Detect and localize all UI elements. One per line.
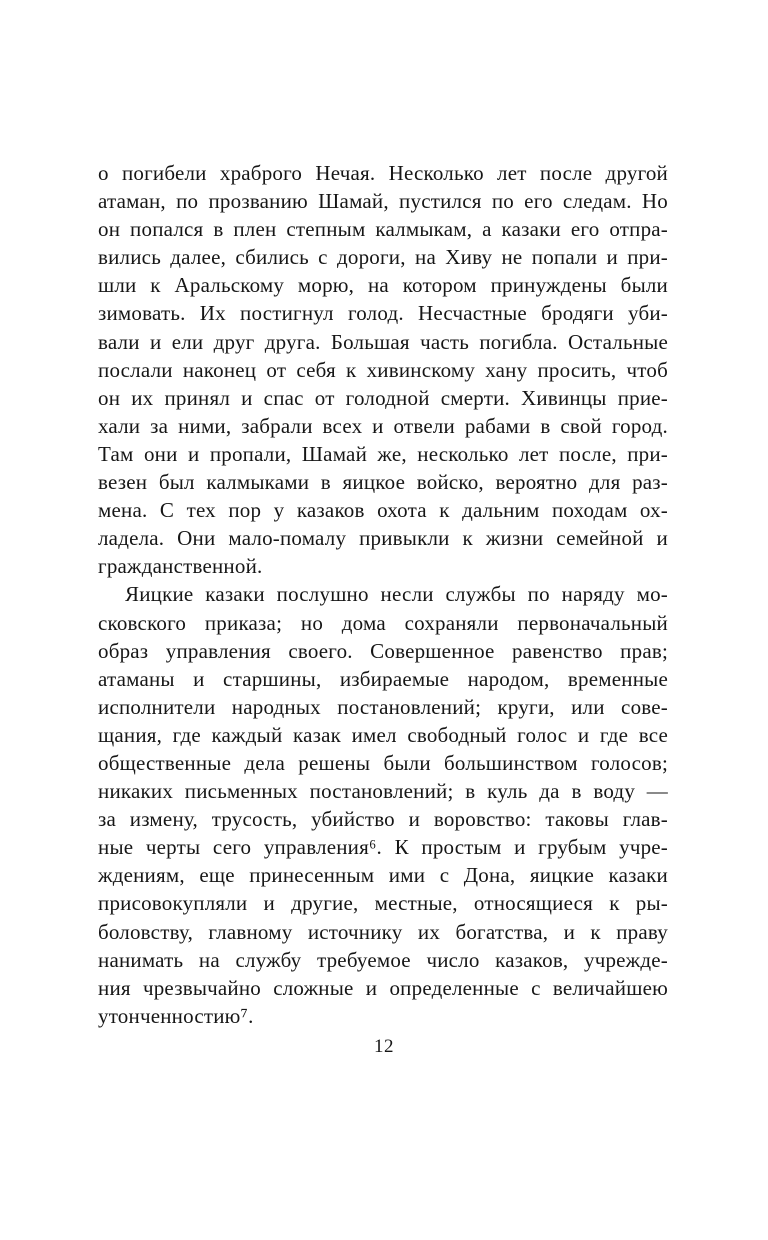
text-line: щания, где каждый казак имел свободный голос и где все xyxy=(98,722,668,747)
text-line: нанимать на службу требуемое число казаков, учрежде- xyxy=(98,947,668,972)
text-line: везен был калмыками в яицкое войско, вероятно для раз- xyxy=(98,470,668,495)
text-line: шли к Аральскому морю, на котором принуждены были xyxy=(98,273,668,298)
text-line: ждениям, еще принесенным ими с Дона, яицкие казаки xyxy=(98,863,668,888)
text-line: ные черты сего управления⁶. К простым и грубым учре- xyxy=(98,835,668,860)
text-line: образ управления своего. Совершенное равенство прав; xyxy=(98,638,668,663)
text-line: он их принял и спас от голодной смерти. Хивинцы прие- xyxy=(98,385,668,410)
text-line: Яицкие казаки послушно несли службы по наряду мо- xyxy=(125,582,668,607)
text-line: сковского приказа; но дома сохраняли первоначальный xyxy=(98,610,668,635)
text-line: за измену, трусость, убийство и воровство: таковы глав- xyxy=(98,807,668,832)
paragraph xyxy=(98,580,668,1030)
paragraph xyxy=(98,159,668,580)
text-line: Там они и пропали, Шамай же, несколько лет после, при- xyxy=(98,441,668,466)
text-line: о погибели храброго Нечая. Несколько лет после другой xyxy=(98,161,668,185)
text-line: зимовать. Их постигнул голод. Несчастные бродяги уби- xyxy=(98,301,668,326)
text-line: исполнители народных постановлений; круги, или сове- xyxy=(98,694,668,719)
text-line: ния чрезвычайно сложные и определенные с величайшею xyxy=(98,975,668,1000)
text-line: никаких письменных постановлений; в куль да в воду — xyxy=(98,779,668,804)
text-line: мена. С тех пор у казаков охота к дальним походам ох- xyxy=(98,498,668,523)
text-line: он попался в плен степным калмыкам, а казаки его отпра- xyxy=(98,217,668,242)
text-line: атаманы и старшины, избираемые народом, временные xyxy=(98,666,668,691)
text-line: послали наконец от себя к хивинскому хану просить, чтоб xyxy=(98,357,668,382)
text-line: общественные дела решены были большинством голосов; xyxy=(98,750,668,775)
text-line: гражданственной. xyxy=(98,554,263,579)
body-text xyxy=(98,159,668,1030)
text-line: присовокупляли и другие, местные, относящиеся к ры- xyxy=(98,891,668,916)
text-line: вали и ели друг друга. Большая часть погибла. Остальные xyxy=(98,329,668,354)
text-line: вились далее, сбились с дороги, на Хиву не попали и при- xyxy=(98,245,668,270)
text-line: боловству, главному источнику их богатства, и к праву xyxy=(98,919,668,944)
text-line: утонченностию⁷. xyxy=(98,1003,254,1028)
text-line: хали за ними, забрали всех и отвели рабами в свой город. xyxy=(98,413,668,438)
text-line: атаман, по прозванию Шамай, пустился по его следам. Но xyxy=(98,189,668,214)
text-line: ладела. Они мало-помалу привыкли к жизни семейной и xyxy=(98,526,668,551)
page-number: 12 xyxy=(374,1036,394,1057)
